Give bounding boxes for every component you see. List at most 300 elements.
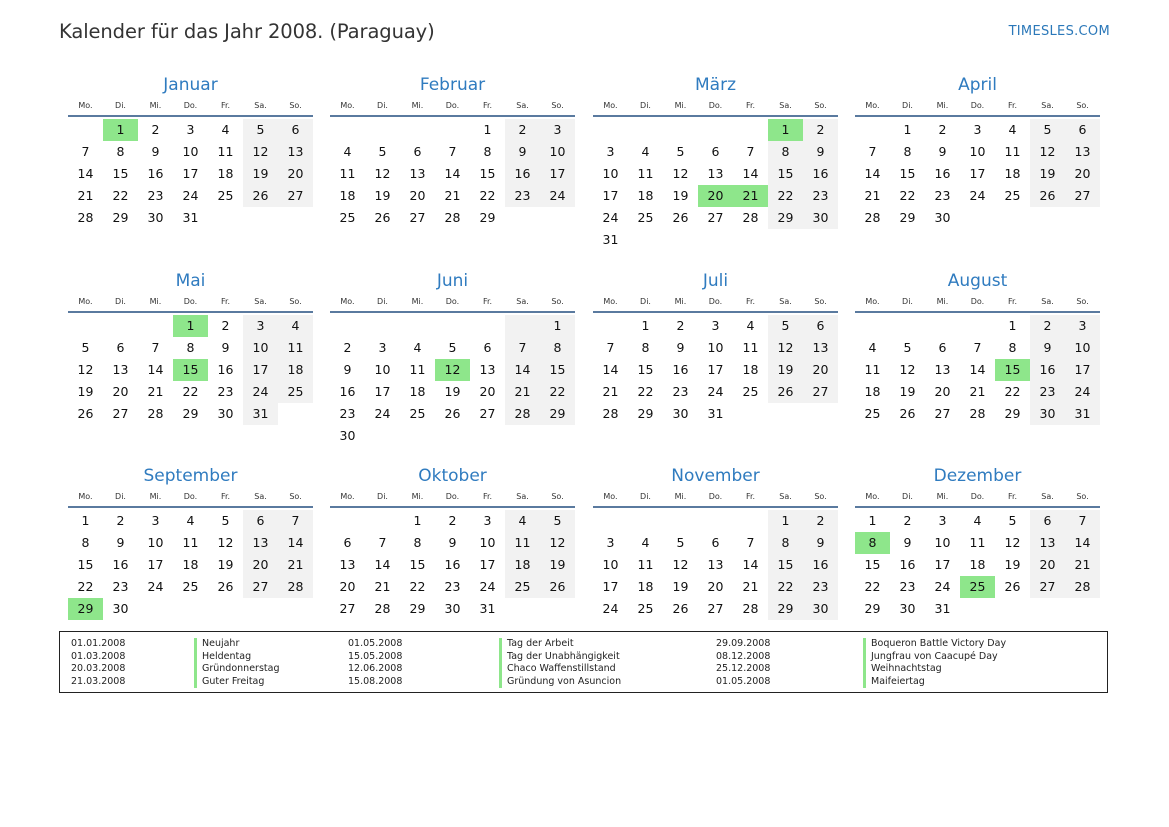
- day-cell: 24: [243, 381, 278, 403]
- day-cell: 16: [505, 163, 540, 185]
- weekday-header: [855, 294, 1100, 308]
- day-cell: 16: [934, 166, 951, 181]
- day-cell: 14: [374, 557, 391, 572]
- weekday-label: Mo.: [78, 491, 93, 501]
- weekday-label: Sa.: [254, 491, 267, 501]
- day-cell: 18: [1004, 166, 1021, 181]
- day-cell: 9: [938, 144, 947, 159]
- day-cell: 11: [1004, 144, 1021, 159]
- day-cell: 20: [1030, 554, 1065, 576]
- day-cell: 17: [1065, 359, 1100, 381]
- day-cell: 16: [147, 166, 164, 181]
- day-cell: 2: [151, 122, 160, 137]
- day-cell: 4: [186, 513, 195, 528]
- empty-day-cell: [995, 598, 1030, 620]
- day-cell: 17: [934, 557, 951, 572]
- holiday-day-cell: 21: [733, 185, 768, 207]
- day-cell: 11: [182, 535, 199, 550]
- month-name: Juni: [436, 271, 469, 291]
- day-cell: 23: [217, 384, 234, 399]
- day-cell: 12: [374, 166, 391, 181]
- day-cell: 6: [711, 535, 720, 550]
- day-cell: 7: [448, 144, 457, 159]
- day-cell: 20: [479, 384, 496, 399]
- day-cell: 15: [112, 166, 129, 181]
- month-7: [593, 268, 838, 425]
- day-cell: 29: [479, 210, 496, 225]
- empty-day-cell: [1065, 207, 1100, 229]
- day-cell: 15: [479, 166, 496, 181]
- weekday-label: Mi.: [149, 296, 162, 306]
- day-cell: 4: [221, 122, 230, 137]
- day-cell: 24: [707, 384, 724, 399]
- day-cell: 10: [707, 340, 724, 355]
- day-cell: 27: [479, 406, 496, 421]
- day-cell: 10: [602, 166, 619, 181]
- day-cell: 31: [934, 601, 951, 616]
- day-cell: 1: [868, 513, 877, 528]
- holiday-day-cell: 1: [103, 119, 138, 141]
- holiday-day-cell: 29: [68, 598, 103, 620]
- holiday-date: 29.09.2008: [716, 638, 771, 649]
- day-cell: 24: [969, 188, 986, 203]
- day-cell: 30: [339, 428, 356, 443]
- holiday-name: Tag der Unabhängigkeit: [499, 651, 621, 664]
- day-cell: 24: [934, 579, 951, 594]
- day-cell: 9: [151, 144, 160, 159]
- day-cell: 13: [707, 166, 724, 181]
- weekday-label: So.: [1076, 100, 1089, 110]
- day-cell: 7: [1065, 510, 1100, 532]
- empty-day-cell: [68, 119, 103, 141]
- day-cell: 7: [378, 535, 387, 550]
- day-cell: 20: [112, 384, 129, 399]
- day-cell: 18: [182, 557, 199, 572]
- weekday-label: Di.: [115, 100, 126, 110]
- weekday-label: Fr.: [220, 100, 231, 110]
- day-cell: 25: [864, 406, 881, 421]
- empty-day-cell: [925, 315, 960, 337]
- day-cell: 23: [339, 406, 356, 421]
- empty-day-cell: [628, 510, 663, 532]
- day-cell: 25: [505, 576, 540, 598]
- day-cell: 2: [1030, 315, 1065, 337]
- day-cell: 22: [409, 579, 426, 594]
- site-logo-text[interactable]: TIMESLES.COM: [1008, 24, 1110, 39]
- day-cell: 2: [803, 510, 838, 532]
- holiday-day-cell: 15: [995, 359, 1030, 381]
- day-cell: 6: [343, 535, 352, 550]
- weekday-label: Sa.: [254, 100, 267, 110]
- day-cell: 24: [540, 185, 575, 207]
- day-cell: 2: [903, 513, 912, 528]
- day-cell: 5: [903, 340, 912, 355]
- weekday-label: Di.: [115, 491, 126, 501]
- day-cell: 1: [768, 510, 803, 532]
- weekday-label: Do.: [183, 491, 198, 501]
- day-cell: 8: [1008, 340, 1017, 355]
- day-cell: 15: [899, 166, 916, 181]
- day-cell: 11: [742, 340, 759, 355]
- day-cell: 7: [973, 340, 982, 355]
- month-11: [593, 463, 838, 620]
- day-cell: 31: [479, 601, 496, 616]
- day-cell: 18: [505, 554, 540, 576]
- day-cell: 8: [641, 340, 650, 355]
- day-cell: 12: [672, 557, 689, 572]
- weekday-label: So.: [814, 100, 827, 110]
- day-cell: 20: [1065, 163, 1100, 185]
- weekday-header: [855, 489, 1100, 503]
- day-cell: 2: [448, 513, 457, 528]
- day-cell: 2: [505, 119, 540, 141]
- holiday-day-cell: 8: [855, 532, 890, 554]
- day-cell: 13: [1065, 141, 1100, 163]
- day-cell: 27: [707, 210, 724, 225]
- day-cell: 26: [672, 601, 689, 616]
- day-cell: 19: [672, 579, 689, 594]
- day-grid: [593, 510, 838, 620]
- month-name: September: [143, 466, 238, 486]
- day-cell: 8: [903, 144, 912, 159]
- day-cell: 21: [77, 188, 94, 203]
- day-cell: 14: [147, 362, 164, 377]
- day-grid: [330, 510, 575, 620]
- day-cell: 5: [1008, 513, 1017, 528]
- header-divider: [68, 506, 313, 508]
- holiday-name-column: [499, 638, 621, 688]
- day-cell: 8: [186, 340, 195, 355]
- day-cell: 26: [243, 185, 278, 207]
- holiday-day-cell: 15: [173, 359, 208, 381]
- day-cell: 11: [864, 362, 881, 377]
- day-cell: 11: [339, 166, 356, 181]
- weekday-label: Di.: [902, 491, 913, 501]
- day-cell: 3: [151, 513, 160, 528]
- weekday-label: So.: [551, 491, 564, 501]
- day-cell: 20: [934, 384, 951, 399]
- day-cell: 30: [934, 210, 951, 225]
- day-cell: 20: [707, 579, 724, 594]
- weekday-label: Di.: [377, 296, 388, 306]
- empty-day-cell: [540, 598, 575, 620]
- day-cell: 12: [540, 532, 575, 554]
- day-cell: 6: [803, 315, 838, 337]
- weekday-label: Mo.: [603, 296, 618, 306]
- day-cell: 14: [602, 362, 619, 377]
- day-cell: 14: [444, 166, 461, 181]
- day-cell: 1: [903, 122, 912, 137]
- weekday-header: [330, 489, 575, 503]
- day-cell: 7: [746, 144, 755, 159]
- holiday-name: Boqueron Battle Victory Day: [863, 638, 1006, 651]
- day-cell: 18: [409, 384, 426, 399]
- weekday-label: Mo.: [340, 100, 355, 110]
- weekday-label: Fr.: [745, 296, 756, 306]
- day-cell: 26: [1004, 579, 1021, 594]
- weekday-header: [68, 98, 313, 112]
- day-cell: 7: [278, 510, 313, 532]
- day-cell: 4: [746, 318, 755, 333]
- day-cell: 17: [969, 166, 986, 181]
- weekday-label: Mo.: [603, 491, 618, 501]
- day-cell: 3: [378, 340, 387, 355]
- day-cell: 6: [243, 510, 278, 532]
- month-name: Mai: [175, 271, 206, 291]
- day-cell: 12: [672, 166, 689, 181]
- empty-day-cell: [505, 598, 540, 620]
- holiday-name: Guter Freitag: [194, 676, 279, 689]
- day-cell: 15: [637, 362, 654, 377]
- day-cell: 22: [1004, 384, 1021, 399]
- weekday-label: So.: [814, 491, 827, 501]
- day-cell: 8: [768, 532, 803, 554]
- weekday-label: Di.: [640, 296, 651, 306]
- weekday-label: Fr.: [1007, 100, 1018, 110]
- day-cell: 5: [540, 510, 575, 532]
- day-cell: 4: [641, 144, 650, 159]
- day-cell: 24: [1065, 381, 1100, 403]
- day-cell: 19: [217, 557, 234, 572]
- day-cell: 13: [803, 337, 838, 359]
- month-3: [593, 72, 838, 251]
- empty-day-cell: [173, 598, 208, 620]
- holiday-date: 01.05.2008: [348, 638, 403, 649]
- day-cell: 2: [221, 318, 230, 333]
- day-cell: 6: [1065, 119, 1100, 141]
- day-cell: 4: [1008, 122, 1017, 137]
- empty-day-cell: [960, 598, 995, 620]
- day-cell: 3: [606, 144, 615, 159]
- weekday-label: Di.: [902, 296, 913, 306]
- day-cell: 3: [540, 119, 575, 141]
- month-5: [68, 268, 313, 425]
- month-9: [68, 463, 313, 620]
- weekday-label: Mi.: [674, 491, 687, 501]
- day-cell: 25: [1004, 188, 1021, 203]
- empty-day-cell: [365, 425, 400, 447]
- weekday-label: Do.: [445, 100, 460, 110]
- day-cell: 1: [641, 318, 650, 333]
- weekday-header: [855, 98, 1100, 112]
- holiday-date: 01.01.2008: [71, 638, 126, 649]
- day-cell: 27: [112, 406, 129, 421]
- weekday-label: Di.: [115, 296, 126, 306]
- empty-day-cell: [890, 315, 925, 337]
- month-name: Januar: [163, 75, 218, 95]
- day-cell: 5: [221, 513, 230, 528]
- weekday-label: Di.: [377, 491, 388, 501]
- header-divider: [330, 115, 575, 117]
- day-cell: 25: [637, 601, 654, 616]
- month-name: März: [695, 75, 736, 95]
- month-6: [330, 268, 575, 447]
- day-cell: 9: [1030, 337, 1065, 359]
- weekday-label: So.: [289, 296, 302, 306]
- weekday-label: Fr.: [1007, 491, 1018, 501]
- day-cell: 17: [147, 557, 164, 572]
- weekday-label: Do.: [708, 100, 723, 110]
- holiday-date-column: [348, 638, 402, 688]
- header-divider: [855, 311, 1100, 313]
- weekday-label: Sa.: [254, 296, 267, 306]
- day-cell: 18: [742, 362, 759, 377]
- empty-day-cell: [698, 229, 733, 251]
- day-cell: 28: [77, 210, 94, 225]
- day-cell: 30: [444, 601, 461, 616]
- empty-day-cell: [855, 119, 890, 141]
- day-cell: 21: [864, 188, 881, 203]
- day-cell: 11: [409, 362, 426, 377]
- day-cell: 11: [505, 532, 540, 554]
- holiday-date: 15.05.2008: [348, 650, 403, 662]
- day-cell: 4: [343, 144, 352, 159]
- day-cell: 5: [81, 340, 90, 355]
- weekday-label: Di.: [640, 491, 651, 501]
- day-grid: [68, 119, 313, 229]
- holiday-name: Weihnachtstag: [863, 663, 1006, 676]
- day-cell: 3: [186, 122, 195, 137]
- empty-day-cell: [628, 229, 663, 251]
- day-cell: 30: [1030, 403, 1065, 425]
- weekday-label: So.: [1076, 296, 1089, 306]
- day-cell: 11: [278, 337, 313, 359]
- header-divider: [68, 115, 313, 117]
- day-cell: 23: [803, 576, 838, 598]
- empty-day-cell: [435, 315, 470, 337]
- empty-day-cell: [68, 315, 103, 337]
- empty-day-cell: [540, 207, 575, 229]
- empty-day-cell: [278, 403, 313, 425]
- day-cell: 17: [479, 557, 496, 572]
- day-cell: 15: [768, 163, 803, 185]
- weekday-label: Mo.: [865, 100, 880, 110]
- day-cell: 23: [505, 185, 540, 207]
- day-cell: 14: [77, 166, 94, 181]
- day-cell: 26: [540, 576, 575, 598]
- day-cell: 9: [803, 532, 838, 554]
- day-cell: 16: [217, 362, 234, 377]
- weekday-label: Mi.: [411, 100, 424, 110]
- day-cell: 18: [339, 188, 356, 203]
- weekday-label: Di.: [640, 100, 651, 110]
- weekday-label: Di.: [902, 100, 913, 110]
- month-8: [855, 268, 1100, 425]
- day-cell: 19: [374, 188, 391, 203]
- day-cell: 28: [505, 403, 540, 425]
- day-cell: 14: [742, 557, 759, 572]
- empty-day-cell: [208, 207, 243, 229]
- day-cell: 26: [768, 381, 803, 403]
- weekday-label: Mi.: [674, 296, 687, 306]
- weekday-label: Sa.: [516, 296, 529, 306]
- header-divider: [593, 506, 838, 508]
- empty-day-cell: [400, 119, 435, 141]
- holiday-name-column: [863, 638, 1006, 688]
- day-cell: 26: [374, 210, 391, 225]
- day-cell: 15: [768, 554, 803, 576]
- day-cell: 17: [243, 359, 278, 381]
- empty-day-cell: [733, 403, 768, 425]
- day-cell: 5: [676, 535, 685, 550]
- day-cell: 27: [409, 210, 426, 225]
- day-cell: 10: [540, 141, 575, 163]
- day-cell: 21: [444, 188, 461, 203]
- day-cell: 17: [540, 163, 575, 185]
- weekday-label: Mo.: [78, 100, 93, 110]
- day-cell: 29: [768, 598, 803, 620]
- month-4: [855, 72, 1100, 229]
- day-cell: 30: [147, 210, 164, 225]
- day-cell: 28: [444, 210, 461, 225]
- weekday-label: Do.: [708, 491, 723, 501]
- empty-day-cell: [400, 425, 435, 447]
- day-cell: 13: [112, 362, 129, 377]
- day-cell: 8: [768, 141, 803, 163]
- day-cell: 28: [742, 601, 759, 616]
- day-cell: 2: [116, 513, 125, 528]
- weekday-label: Sa.: [779, 491, 792, 501]
- day-cell: 23: [147, 188, 164, 203]
- day-cell: 23: [899, 579, 916, 594]
- empty-day-cell: [593, 119, 628, 141]
- weekday-label: Mo.: [865, 296, 880, 306]
- day-cell: 1: [483, 122, 492, 137]
- day-cell: 17: [602, 188, 619, 203]
- day-cell: 28: [1065, 576, 1100, 598]
- weekday-label: Mo.: [340, 491, 355, 501]
- day-cell: 30: [899, 601, 916, 616]
- holiday-day-cell: 1: [173, 315, 208, 337]
- empty-day-cell: [243, 598, 278, 620]
- day-cell: 3: [938, 513, 947, 528]
- day-cell: 25: [217, 188, 234, 203]
- weekday-label: So.: [551, 100, 564, 110]
- empty-day-cell: [628, 119, 663, 141]
- empty-day-cell: [733, 510, 768, 532]
- month-10: [330, 463, 575, 620]
- holiday-date: 25.12.2008: [716, 663, 771, 674]
- empty-day-cell: [243, 207, 278, 229]
- weekday-label: Sa.: [1041, 100, 1054, 110]
- header-divider: [330, 506, 575, 508]
- weekday-label: Fr.: [220, 491, 231, 501]
- day-cell: 20: [278, 163, 313, 185]
- day-cell: 18: [637, 188, 654, 203]
- day-cell: 1: [540, 315, 575, 337]
- day-cell: 9: [803, 141, 838, 163]
- day-cell: 21: [505, 381, 540, 403]
- weekday-header: [593, 294, 838, 308]
- weekday-label: Sa.: [1041, 296, 1054, 306]
- month-2: [330, 72, 575, 229]
- empty-day-cell: [960, 207, 995, 229]
- empty-day-cell: [470, 315, 505, 337]
- day-cell: 31: [243, 403, 278, 425]
- day-grid: [593, 315, 838, 425]
- day-cell: 23: [112, 579, 129, 594]
- day-cell: 12: [768, 337, 803, 359]
- day-cell: 5: [676, 144, 685, 159]
- day-cell: 19: [672, 188, 689, 203]
- day-cell: 13: [1030, 532, 1065, 554]
- day-cell: 22: [864, 579, 881, 594]
- empty-day-cell: [698, 510, 733, 532]
- day-cell: 16: [1030, 359, 1065, 381]
- empty-day-cell: [278, 598, 313, 620]
- empty-day-cell: [435, 119, 470, 141]
- empty-day-cell: [138, 598, 173, 620]
